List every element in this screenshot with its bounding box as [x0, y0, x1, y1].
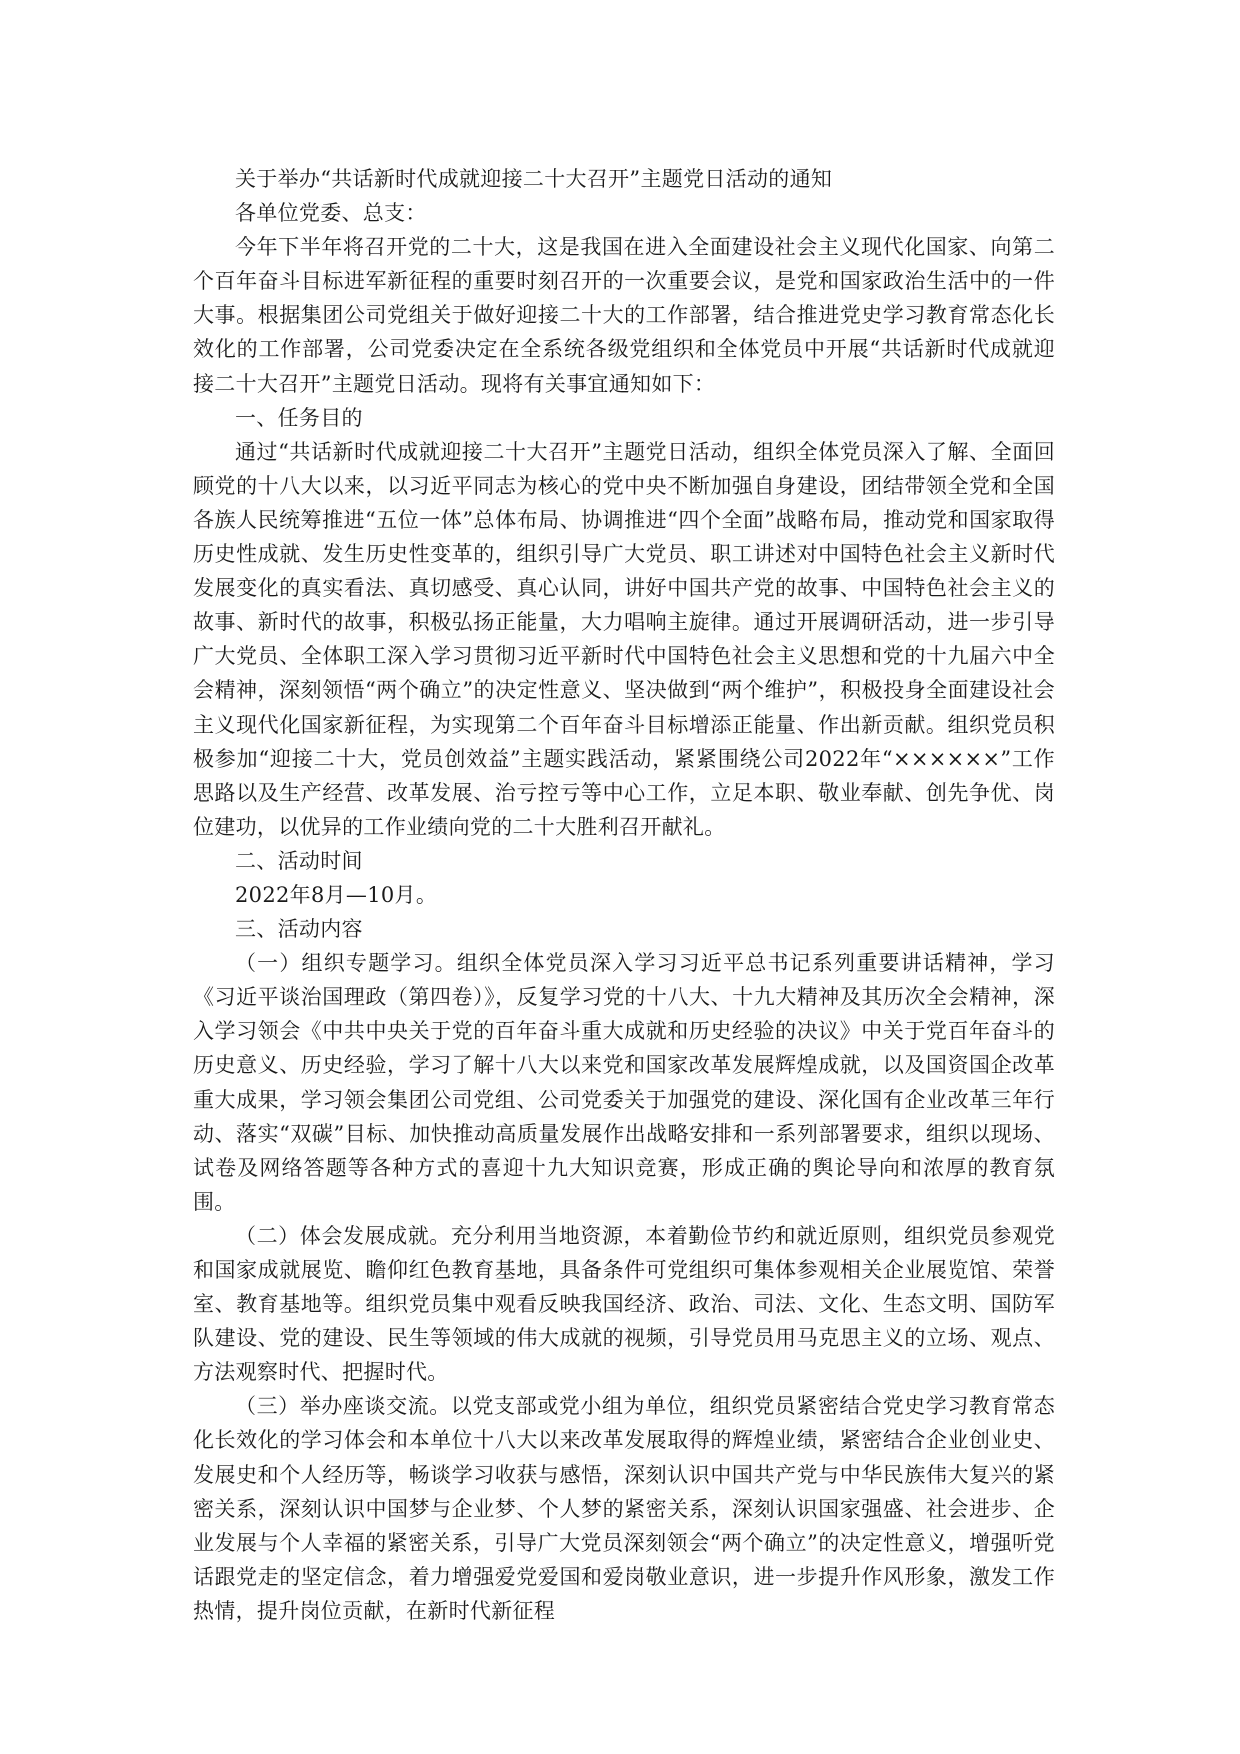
purpose-paragraph: 通过“共话新时代成就迎接二十大召开”主题党日活动，组织全体党员深入了解、全面回顾党的十八大以来，以习近平同志为核心的党中央不断加强自身建设，团结带领全党和全国各族人民统筹推进“五位一体”总体布局、协调推进“四个全面”战略布局，推动党和国家取得历史性成就、发生历史性变革的，组织引导广大党员、职工讲述对中国特色社会主义新时代发展变化的真实看法、真切感受、真心认同，讲好中国共产党的故事、中国特色社会主义的故事、新时代的故事，积极弘扬正能量，大力唱响主旋律。通过开展调研活动，进一步引导广大党员、全体职工深入学习贯彻习近平新时代中国特色社会主义思想和党的十九届六中全会精神，深刻领悟“两个确立”的决定性意义、坚决做到“两个维护”，积极投身全面建设社会主义现代化国家新征程，为实现第二个百年奋斗目标增添正能量、作出新贡献。组织党员积极参加“迎接二十大，党员创效益”主题实践活动，紧紧围绕公司2022年“××××××”工作思路以及生产经营、改革发展、治亏控亏等中心工作，立足本职、敬业奉献、创先争优、岗位建功，以优异的工作业绩向党的二十大胜利召开献礼。 — [193, 439, 1055, 839]
section-heading-purpose: 一、任务目的 — [235, 405, 363, 430]
section-heading-content: 三、活动内容 — [235, 917, 363, 942]
section-heading-time: 二、活动时间 — [235, 848, 363, 873]
time-paragraph: 2022年8月—10月。 — [235, 882, 438, 907]
intro-paragraph: 今年下半年将召开党的二十大，这是我国在进入全面建设社会主义现代化国家、向第二个百年奋斗目标进军新征程的重要时刻召开的一次重要会议，是党和国家政治生活中的一件大事。根据集团公司党组关于做好迎接二十大的工作部署，结合推进党史学习教育常态化长效化的工作部署，公司党委决定在全系统各级党组织和全体党员中开展“共话新时代成就迎接二十大召开”主题党日活动。现将有关事宜通知如下： — [193, 235, 1055, 396]
content-item-seminar: （三）举办座谈交流。以党支部或党小组为单位，组织党员紧密结合党史学习教育常态化长效化的学习体会和本单位十八大以来改革发展取得的辉煌业绩，紧密结合企业创业史、发展史和个人经历等，畅谈学习收获与感悟，深刻认识中国共产党与中华民族伟大复兴的紧密关系，深刻认识中国梦与企业梦、个人梦的紧密关系，深刻认识国家强盛、社会进步、企业发展与个人幸福的紧密关系，引导广大党员深刻领会“两个确立”的决定性意义，增强听党话跟党走的坚定信念，着力增强爱党爱国和爱岗敬业意识，进一步提升作风形象，激发工作热情，提升岗位贡献，在新时代新征程 — [193, 1394, 1055, 1623]
content-item-study: （一）组织专题学习。组织全体党员深入学习习近平总书记系列重要讲话精神，学习《习近平谈治国理政（第四卷）》，反复学习党的十八大、十九大精神及其历次全会精神，深入学习领会《中共中央关于党的百年奋斗重大成就和历史经验的决议》中关于党百年奋斗的历史意义、历史经验，学习了解十八大以来党和国家改革发展辉煌成就，以及国资国企改革重大成果，学习领会集团公司党组、公司党委关于加强党的建设、深化国有企业改革三年行动、落实“双碳”目标、加快推动高质量发展作出战略安排和一系列部署要求，组织以现场、试卷及网络答题等各种方式的喜迎十九大知识竞赛，形成正确的舆论导向和浓厚的教育氛围。 — [193, 951, 1055, 1214]
salutation: 各单位党委、总支： — [235, 201, 427, 226]
content-item-achievements: （二）体会发展成就。充分利用当地资源，本着勤俭节约和就近原则，组织党员参观党和国家成就展览、瞻仰红色教育基地，具备条件可党组织可集体参观相关企业展览馆、荣誉室、教育基地等。组织党员集中观看反映我国经济、政治、司法、文化、生态文明、国防军队建设、党的建设、民生等领域的伟大成就的视频，引导党员用马克思主义的立场、观点、方法观察时代、把握时代。 — [193, 1223, 1055, 1385]
document-body — [193, 162, 1055, 1628]
document-title: 关于举办“共话新时代成就迎接二十大召开”主题党日活动的通知 — [235, 167, 833, 191]
